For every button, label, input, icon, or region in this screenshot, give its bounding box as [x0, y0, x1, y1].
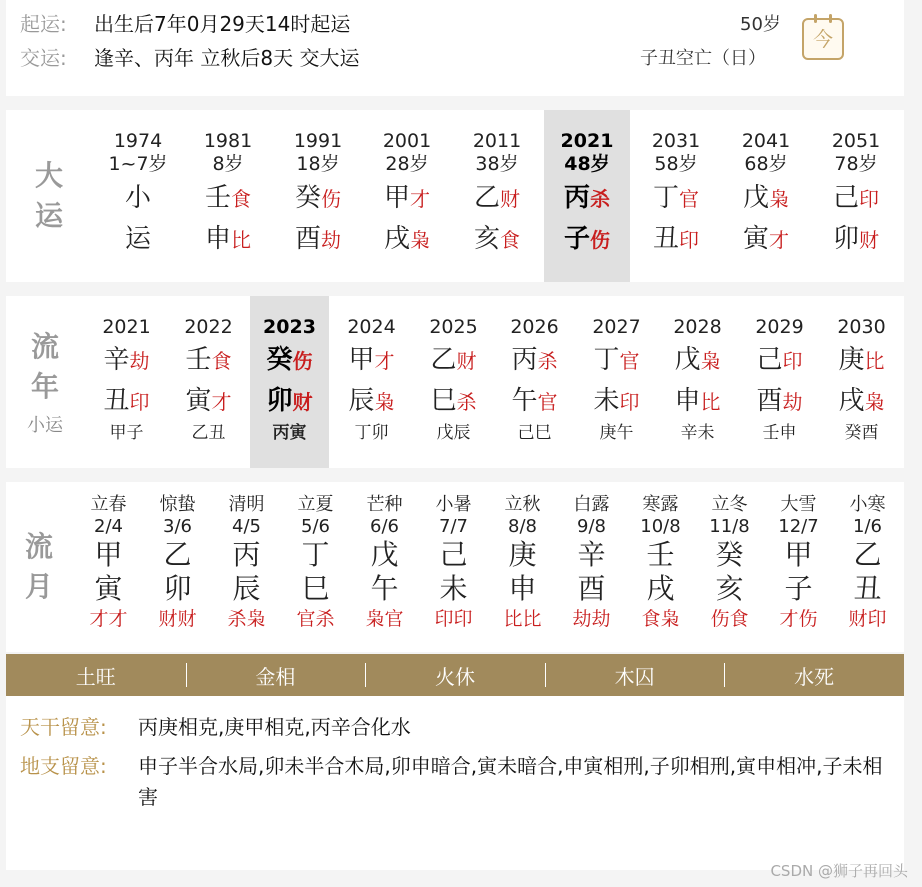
liunian-gan-shishen: 比: [864, 349, 885, 373]
liunian-gan-pillar: [266, 340, 312, 381]
liunian-gan-pillar: [185, 340, 231, 381]
dayun-section: [6, 110, 904, 282]
liunian-column[interactable]: [414, 296, 493, 468]
dayun-age: 28岁: [385, 153, 429, 175]
liuyue-gan: 癸: [715, 538, 744, 571]
dayun-zhi-char: 戌: [383, 224, 410, 254]
liunian-zhi-pillar: [511, 381, 557, 422]
liunian-zhi-pillar: [756, 381, 802, 422]
liunian-zhi-shishen: 印: [129, 390, 150, 414]
wuxing-status-bar: [6, 654, 904, 696]
liunian-column[interactable]: [577, 296, 656, 468]
tiangan-note: [20, 712, 888, 743]
liunian-zhi-shishen: 杀: [456, 390, 477, 414]
liunian-zhi-char: 酉: [756, 386, 783, 416]
jieqi-date: 4/5: [232, 516, 261, 537]
liunian-column[interactable]: [658, 296, 737, 468]
dayun-gan-pillar: [384, 178, 430, 219]
liunian-label-char-1: 流: [30, 330, 59, 363]
jieqi-name: 清明: [228, 494, 265, 515]
dayun-zhi-char: 寅: [742, 224, 769, 254]
jieqi-date: 9/8: [577, 516, 606, 537]
liuyue-zhi: 酉: [577, 572, 606, 605]
liuyue-shishen: 杀枭: [227, 608, 266, 630]
liuyue-column[interactable]: [834, 482, 901, 652]
xiaoyun-ganzhi: 乙丑: [191, 423, 226, 443]
dayun-column[interactable]: [633, 110, 719, 282]
xiaoyun-ganzhi: 庚午: [599, 423, 634, 443]
liunian-gan-char: 癸: [266, 345, 293, 375]
dayun-age: 48岁: [564, 153, 610, 175]
dayun-zhi-shishen: 印: [679, 228, 699, 252]
liuyue-shishen: 才才: [89, 608, 128, 630]
liunian-zhi-shishen: 印: [619, 390, 640, 414]
dayun-zhi-shishen: 财: [859, 228, 879, 252]
liunian-zhi-char: 辰: [348, 386, 375, 416]
today-calendar-icon[interactable]: 今: [802, 18, 844, 60]
liunian-zhi-pillar: [838, 381, 884, 422]
dayun-year: 2031: [651, 130, 701, 152]
liunian-year: 2023: [263, 316, 316, 338]
dayun-gan-char: 癸: [294, 183, 321, 213]
dayun-zhi-char: 运: [124, 224, 151, 254]
liunian-gan-char: 己: [756, 345, 783, 375]
dayun-age: 1~7岁: [108, 153, 168, 175]
dayun-age: 18岁: [296, 153, 340, 175]
liuyue-column[interactable]: [144, 482, 211, 652]
liunian-zhi-char: 戌: [838, 386, 865, 416]
dizhi-note-label: 地支留意:: [20, 754, 107, 778]
liunian-gan-char: 戊: [674, 345, 701, 375]
dayun-gan-char: 戊: [742, 183, 769, 213]
dayun-gan-pillar: [474, 178, 520, 219]
dayun-column[interactable]: [185, 110, 271, 282]
dayun-gan-shishen: 财: [500, 187, 520, 211]
liuyue-column[interactable]: [282, 482, 349, 652]
liuyue-shishen: 比比: [503, 608, 542, 630]
dayun-age: 68岁: [744, 153, 788, 175]
liuyue-zhi: 丑: [853, 572, 882, 605]
dayun-zhi-pillar: [295, 219, 341, 260]
liunian-zhi-pillar: [185, 381, 231, 422]
liuyue-shishen: 印印: [434, 608, 473, 630]
dayun-zhi-char: 申: [204, 224, 231, 254]
jieqi-date: 12/7: [778, 516, 819, 537]
liunian-column[interactable]: [87, 296, 166, 468]
liunian-zhi-char: 申: [674, 386, 701, 416]
liuyue-column[interactable]: [351, 482, 418, 652]
liuyue-gan: 己: [439, 538, 468, 571]
tiangan-note-label: 天干留意:: [20, 715, 107, 739]
liuyue-column[interactable]: [696, 482, 763, 652]
dayun-gan-char: 乙: [473, 183, 500, 213]
dayun-gan-char: 甲: [383, 183, 410, 213]
jiaoyun-row: [20, 42, 359, 71]
dayun-zhi-pillar: [384, 219, 430, 260]
dayun-zhi-char: 丑: [652, 224, 679, 254]
dayun-age: 78岁: [834, 153, 878, 175]
dayun-gan-pillar: [653, 178, 699, 219]
liunian-gan-char: 壬: [185, 345, 212, 375]
liunian-gan-char: 庚: [838, 345, 865, 375]
liunian-column[interactable]: [822, 296, 901, 468]
dayun-zhi-pillar: [564, 219, 610, 260]
jieqi-name: 立秋: [504, 494, 541, 515]
dayun-gan-shishen: 杀: [590, 187, 610, 211]
liunian-year: 2022: [184, 316, 233, 338]
jieqi-name: 寒露: [642, 494, 679, 515]
current-age: 50岁: [740, 14, 781, 35]
liunian-gan-shishen: 劫: [129, 349, 150, 373]
liunian-year: 2029: [755, 316, 804, 338]
liuyue-gan: 辛: [577, 538, 606, 571]
dayun-gan-shishen: 伤: [321, 187, 341, 211]
liuyue-column[interactable]: [213, 482, 280, 652]
dayun-zhi-pillar: [474, 219, 520, 260]
liuyue-column[interactable]: [558, 482, 625, 652]
liunian-gan-shishen: 伤: [292, 349, 313, 373]
dayun-zhi-shishen: 枭: [410, 228, 430, 252]
liunian-gan-pillar: [103, 340, 149, 381]
dayun-year: 2001: [382, 130, 432, 152]
liunian-year: 2028: [673, 316, 722, 338]
liunian-column[interactable]: [740, 296, 819, 468]
dayun-zhi-shishen: 比: [231, 228, 251, 252]
liuyue-zhi: 申: [508, 572, 537, 605]
liunian-gan-pillar: [593, 340, 639, 381]
dayun-gan-pillar: [125, 178, 151, 219]
dayun-year: 1974: [113, 130, 163, 152]
liuyue-column[interactable]: [489, 482, 556, 652]
liuyue-gan: 甲: [784, 538, 813, 571]
liuyue-gan: 庚: [508, 538, 537, 571]
liunian-label-char-2: 年: [30, 370, 59, 403]
liunian-zhi-char: 午: [511, 386, 538, 416]
liunian-zhi-pillar: [430, 381, 476, 422]
xiaoyun-ganzhi: 甲子: [109, 423, 144, 443]
liuyue-gan: 壬: [646, 538, 675, 571]
liuyue-gan: 丙: [232, 538, 261, 571]
liunian-section: [6, 296, 904, 468]
liunian-zhi-shishen: 枭: [864, 390, 885, 414]
jiaoyun-value: 逢辛、丙年 立秋后8天 交大运: [94, 46, 360, 70]
dayun-gan-pillar: [743, 178, 789, 219]
xiaoyun-ganzhi: 壬申: [762, 423, 797, 443]
liunian-gan-shishen: 印: [782, 349, 803, 373]
dayun-column[interactable]: [95, 110, 181, 282]
liunian-column[interactable]: [169, 296, 248, 468]
jieqi-name: 芒种: [366, 494, 403, 515]
liuyue-column[interactable]: [420, 482, 487, 652]
liunian-zhi-char: 寅: [185, 386, 212, 416]
kongwang-text: 子丑空亡（日）: [640, 48, 766, 69]
liuyue-zhi: 午: [370, 572, 399, 605]
liuyue-label-char-2: 月: [24, 570, 53, 603]
liunian-zhi-pillar: [266, 381, 312, 422]
dayun-column[interactable]: [454, 110, 540, 282]
dayun-year: 1991: [293, 130, 343, 152]
jieqi-name: 大雪: [780, 494, 817, 515]
dayun-gan-shishen: 印: [859, 187, 879, 211]
dayun-gan-char: 小: [124, 183, 151, 213]
liunian-gan-shishen: 官: [619, 349, 640, 373]
liuyue-shishen: 官杀: [296, 608, 335, 630]
dayun-column[interactable]: [544, 110, 630, 282]
dayun-zhi-shishen: 食: [500, 228, 520, 252]
dayun-label: [6, 110, 92, 282]
liuyue-zhi: 戌: [646, 572, 675, 605]
jieqi-date: 1/6: [853, 516, 882, 537]
dayun-gan-pillar: [833, 178, 879, 219]
wuxing-mu: 木囚: [545, 661, 725, 690]
dayun-gan-pillar: [295, 178, 341, 219]
xiaoyun-ganzhi: 戊辰: [436, 423, 471, 443]
liunian-gan-pillar: [674, 340, 720, 381]
dizhi-note: [20, 751, 888, 813]
jieqi-name: 小寒: [849, 494, 886, 515]
dayun-year: 1981: [203, 130, 253, 152]
dayun-zhi-char: 亥: [473, 224, 500, 254]
liuyue-label-char-1: 流: [24, 530, 53, 563]
dayun-label-char-2: 运: [34, 199, 63, 232]
liunian-gan-pillar: [756, 340, 802, 381]
liuyue-shishen: 枭官: [365, 608, 404, 630]
wuxing-shui: 水死: [724, 661, 904, 690]
liuyue-gan: 甲: [94, 538, 123, 571]
liunian-gan-shishen: 食: [211, 349, 232, 373]
watermark: CSDN @狮子再回头: [770, 862, 908, 880]
liunian-zhi-pillar: [348, 381, 394, 422]
dayun-year: 2051: [831, 130, 881, 152]
jieqi-date: 10/8: [640, 516, 681, 537]
dayun-age: 38岁: [475, 153, 519, 175]
liuyue-shishen: 食枭: [641, 608, 680, 630]
liunian-year: 2025: [429, 316, 478, 338]
dayun-label-char-1: 大: [34, 159, 63, 192]
liunian-gan-shishen: 财: [456, 349, 477, 373]
notes-panel: [6, 696, 904, 870]
xiaoyun-ganzhi: 己巳: [517, 423, 552, 443]
liuyue-shishen: 财财: [158, 608, 197, 630]
dayun-gan-char: 丙: [563, 183, 590, 213]
jieqi-date: 7/7: [439, 516, 468, 537]
liunian-column[interactable]: [495, 296, 574, 468]
liuyue-column[interactable]: [765, 482, 832, 652]
dizhi-note-value: 申子半合水局,卯未半合木局,卯申暗合,寅未暗合,申寅相刑,子卯相刑,寅申相冲,子未相害: [138, 754, 883, 809]
dayun-year: 2021: [560, 130, 614, 152]
liunian-zhi-char: 未: [593, 386, 620, 416]
liuyue-zhi: 辰: [232, 572, 261, 605]
dayun-gan-pillar: [564, 178, 610, 219]
liunian-gan-pillar: [348, 340, 394, 381]
qiyun-row: [20, 8, 350, 37]
liunian-year: 2021: [102, 316, 151, 338]
liunian-zhi-char: 丑: [103, 386, 130, 416]
liuyue-gan: 丁: [301, 538, 330, 571]
dayun-zhi-char: 酉: [294, 224, 321, 254]
liunian-year: 2026: [510, 316, 559, 338]
liunian-gan-shishen: 才: [374, 349, 395, 373]
liuyue-zhi: 未: [439, 572, 468, 605]
dayun-zhi-pillar: [125, 219, 151, 260]
liuyue-gan: 乙: [853, 538, 882, 571]
liunian-zhi-shishen: 才: [211, 390, 232, 414]
dayun-gan-shishen: 官: [679, 187, 699, 211]
liunian-zhi-pillar: [103, 381, 149, 422]
liunian-gan-char: 辛: [103, 345, 130, 375]
liuyue-zhi: 寅: [94, 572, 123, 605]
liunian-year: 2027: [592, 316, 641, 338]
liuyue-shishen: 才伤: [779, 608, 818, 630]
liuyue-label: [6, 482, 72, 652]
liuyue-shishen: 财印: [848, 608, 887, 630]
jieqi-name: 白露: [573, 494, 610, 515]
jieqi-name: 小暑: [435, 494, 472, 515]
liuyue-zhi: 子: [784, 572, 813, 605]
liunian-zhi-shishen: 劫: [782, 390, 803, 414]
dayun-zhi-char: 子: [563, 224, 590, 254]
jieqi-name: 惊蛰: [159, 494, 196, 515]
jieqi-name: 立夏: [297, 494, 334, 515]
dayun-zhi-pillar: [743, 219, 789, 260]
jieqi-date: 11/8: [709, 516, 750, 537]
wuxing-jin: 金相: [186, 661, 366, 690]
jieqi-date: 5/6: [301, 516, 330, 537]
dayun-zhi-pillar: [833, 219, 879, 260]
dayun-column[interactable]: [723, 110, 809, 282]
dayun-age: 58岁: [654, 153, 698, 175]
dayun-zhi-pillar: [205, 219, 251, 260]
liunian-zhi-pillar: [674, 381, 720, 422]
liuyue-zhi: 亥: [715, 572, 744, 605]
dayun-zhi-char: 卯: [832, 224, 859, 254]
liunian-gan-pillar: [430, 340, 476, 381]
liunian-gan-char: 乙: [430, 345, 457, 375]
liunian-zhi-pillar: [593, 381, 639, 422]
liunian-zhi-shishen: 财: [292, 390, 313, 414]
liunian-column[interactable]: [250, 296, 329, 468]
liunian-zhi-shishen: 枭: [374, 390, 395, 414]
dayun-gan-shishen: 食: [231, 187, 251, 211]
liuyue-section: [6, 482, 904, 652]
dayun-gan-shishen: 才: [410, 187, 430, 211]
liuyue-shishen: 伤食: [710, 608, 749, 630]
jieqi-date: 3/6: [163, 516, 192, 537]
jiaoyun-label: 交运:: [20, 46, 67, 70]
liunian-gan-char: 丁: [593, 345, 620, 375]
liuyue-column[interactable]: [75, 482, 142, 652]
jieqi-name: 立春: [90, 494, 127, 515]
liunian-year: 2030: [837, 316, 886, 338]
liunian-zhi-char: 巳: [430, 386, 457, 416]
liuyue-gan: 戊: [370, 538, 399, 571]
tiangan-note-value: 丙庚相克,庚甲相克,丙辛合化水: [138, 715, 411, 739]
dayun-year: 2011: [472, 130, 522, 152]
xiaoyun-ganzhi: 辛未: [680, 423, 715, 443]
liunian-zhi-shishen: 官: [537, 390, 558, 414]
qiyun-label: 起运:: [20, 12, 67, 36]
dayun-zhi-shishen: 劫: [321, 228, 341, 252]
liunian-year: 2024: [347, 316, 396, 338]
jieqi-date: 8/8: [508, 516, 537, 537]
xiaoyun-ganzhi: 丁卯: [354, 423, 389, 443]
liunian-gan-pillar: [838, 340, 884, 381]
dayun-gan-pillar: [205, 178, 251, 219]
liunian-zhi-shishen: 比: [700, 390, 721, 414]
dayun-column[interactable]: [275, 110, 361, 282]
dayun-column[interactable]: [813, 110, 899, 282]
dayun-gan-char: 丁: [652, 183, 679, 213]
dayun-gan-shishen: 枭: [769, 187, 789, 211]
dayun-zhi-shishen: 才: [769, 228, 789, 252]
liunian-gan-shishen: 杀: [537, 349, 558, 373]
liuyue-gan: 乙: [163, 538, 192, 571]
dayun-age: 8岁: [212, 153, 244, 175]
liunian-gan-char: 丙: [511, 345, 538, 375]
liunian-zhi-char: 卯: [266, 386, 293, 416]
dayun-zhi-pillar: [653, 219, 699, 260]
qiyun-value: 出生后7年0月29天14时起运: [94, 12, 351, 36]
qiyun-info-panel: [6, 0, 904, 96]
wuxing-huo: 火休: [365, 661, 545, 690]
jieqi-name: 立冬: [711, 494, 748, 515]
liuyue-shishen: 劫劫: [572, 608, 611, 630]
liunian-gan-shishen: 枭: [700, 349, 721, 373]
xiaoyun-ganzhi: 丙寅: [272, 423, 307, 443]
dayun-gan-char: 己: [832, 183, 859, 213]
liuyue-zhi: 卯: [163, 572, 192, 605]
liuyue-column[interactable]: [627, 482, 694, 652]
liunian-column[interactable]: [332, 296, 411, 468]
dayun-column[interactable]: [364, 110, 450, 282]
wuxing-tu: 土旺: [75, 664, 116, 689]
jieqi-date: 6/6: [370, 516, 399, 537]
dayun-year: 2041: [741, 130, 791, 152]
xiaoyun-label: 小运: [27, 415, 63, 436]
liuyue-zhi: 巳: [301, 572, 330, 605]
jieqi-date: 2/4: [94, 516, 123, 537]
xiaoyun-ganzhi: 癸酉: [844, 423, 879, 443]
dayun-zhi-shishen: 伤: [590, 228, 610, 252]
liunian-gan-pillar: [511, 340, 557, 381]
liunian-gan-char: 甲: [348, 345, 375, 375]
dayun-gan-char: 壬: [204, 183, 231, 213]
liunian-label: [6, 296, 84, 468]
